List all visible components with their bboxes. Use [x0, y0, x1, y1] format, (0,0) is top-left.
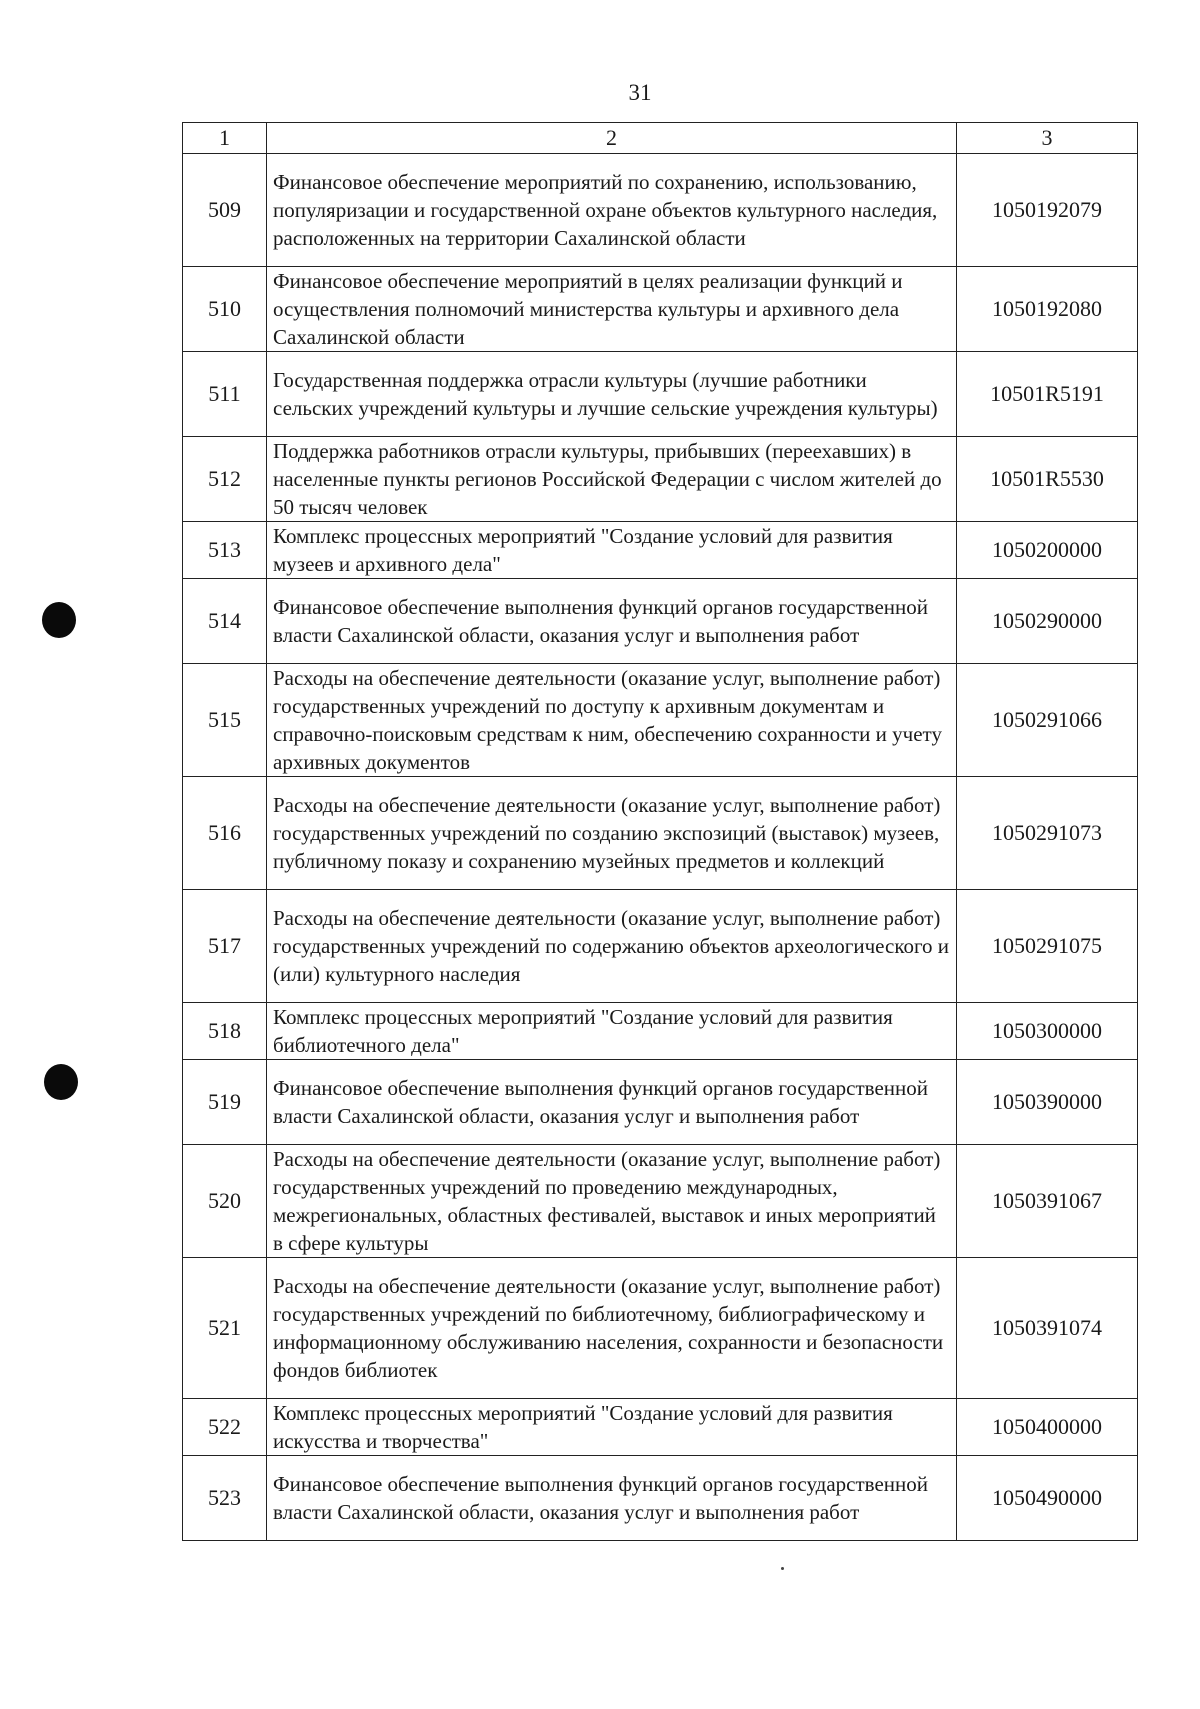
row-name: Финансовое обеспечение мероприятий по сохранению, использованию, популяризации и государственной охране объектов культурного наследия, расположенных на территории Сахалинской области — [267, 154, 957, 267]
row-number: 518 — [183, 1003, 267, 1060]
row-name: Финансовое обеспечение выполнения функций органов государственной власти Сахалинской области, оказания услуг и выполнения работ — [267, 1060, 957, 1145]
row-name: Расходы на обеспечение деятельности (оказание услуг, выполнение работ) государственных учреждений по созданию экспозиций (выставок) музеев, публичному показу и сохранению музейных предметов и коллекций — [267, 777, 957, 890]
row-number: 519 — [183, 1060, 267, 1145]
row-number: 522 — [183, 1399, 267, 1456]
row-number: 510 — [183, 267, 267, 352]
table-row — [183, 437, 1138, 522]
row-number: 512 — [183, 437, 267, 522]
table-row — [183, 154, 1138, 267]
row-code: 1050390000 — [957, 1060, 1138, 1145]
table-row — [183, 1145, 1138, 1258]
scan-speck — [781, 1567, 784, 1570]
row-name: Поддержка работников отрасли культуры, прибывших (переехавших) в населенные пункты регионов Российской Федерации с числом жителей до 50 тысяч человек — [267, 437, 957, 522]
table-row — [183, 579, 1138, 664]
row-name: Комплекс процессных мероприятий "Создание условий для развития музеев и архивного дела" — [267, 522, 957, 579]
row-code: 1050291066 — [957, 664, 1138, 777]
header-col-1: 1 — [183, 123, 267, 154]
row-code: 1050391067 — [957, 1145, 1138, 1258]
table-row — [183, 1258, 1138, 1399]
row-number: 514 — [183, 579, 267, 664]
row-name: Расходы на обеспечение деятельности (оказание услуг, выполнение работ) государственных учреждений по проведению международных, межрегиональных, областных фестивалей, выставок и иных мероприятий в сфере культуры — [267, 1145, 957, 1258]
table-row — [183, 267, 1138, 352]
table-row — [183, 890, 1138, 1003]
row-name: Финансовое обеспечение выполнения функций органов государственной власти Сахалинской области, оказания услуг и выполнения работ — [267, 579, 957, 664]
row-code: 1050291073 — [957, 777, 1138, 890]
row-code: 1050490000 — [957, 1456, 1138, 1541]
row-number: 511 — [183, 352, 267, 437]
header-col-2: 2 — [267, 123, 957, 154]
row-code: 1050400000 — [957, 1399, 1138, 1456]
table-row — [183, 522, 1138, 579]
row-code: 1050300000 — [957, 1003, 1138, 1060]
row-number: 515 — [183, 664, 267, 777]
table-row — [183, 777, 1138, 890]
row-name: Финансовое обеспечение выполнения функций органов государственной власти Сахалинской области, оказания услуг и выполнения работ — [267, 1456, 957, 1541]
row-number: 520 — [183, 1145, 267, 1258]
row-name: Государственная поддержка отрасли культуры (лучшие работники сельских учреждений культуры и лучшие сельские учреждения культуры) — [267, 352, 957, 437]
row-number: 516 — [183, 777, 267, 890]
punch-hole — [44, 1064, 78, 1100]
row-code: 1050200000 — [957, 522, 1138, 579]
row-code: 10501R5191 — [957, 352, 1138, 437]
row-number: 513 — [183, 522, 267, 579]
row-name: Расходы на обеспечение деятельности (оказание услуг, выполнение работ) государственных учреждений по библиотечному, библиографическому и информационному обслуживанию населения, сохранности и безопасности фондов библиотек — [267, 1258, 957, 1399]
row-name: Комплекс процессных мероприятий "Создание условий для развития искусства и творчества" — [267, 1399, 957, 1456]
row-code: 1050192080 — [957, 267, 1138, 352]
row-number: 517 — [183, 890, 267, 1003]
row-code: 1050192079 — [957, 154, 1138, 267]
row-code: 10501R5530 — [957, 437, 1138, 522]
punch-hole — [42, 602, 76, 638]
table-row — [183, 352, 1138, 437]
header-col-3: 3 — [957, 123, 1138, 154]
budget-code-table — [182, 122, 1138, 1541]
row-code: 1050391074 — [957, 1258, 1138, 1399]
table-row — [183, 1456, 1138, 1541]
row-number: 523 — [183, 1456, 267, 1541]
row-number: 521 — [183, 1258, 267, 1399]
row-name: Расходы на обеспечение деятельности (оказание услуг, выполнение работ) государственных учреждений по содержанию объектов археологического и (или) культурного наследия — [267, 890, 957, 1003]
row-name: Финансовое обеспечение мероприятий в целях реализации функций и осуществления полномочий министерства культуры и архивного дела Сахалинской области — [267, 267, 957, 352]
table-row — [183, 664, 1138, 777]
row-code: 1050290000 — [957, 579, 1138, 664]
table-row — [183, 1399, 1138, 1456]
row-name: Расходы на обеспечение деятельности (оказание услуг, выполнение работ) государственных учреждений по доступу к архивным документам и справочно-поисковым средствам к ним, обеспечению сохранности и учету архивных документов — [267, 664, 957, 777]
page-number: 31 — [628, 80, 652, 105]
table-header-row — [183, 123, 1138, 154]
table-row — [183, 1003, 1138, 1060]
table-row — [183, 1060, 1138, 1145]
row-number: 509 — [183, 154, 267, 267]
row-name: Комплекс процессных мероприятий "Создание условий для развития библиотечного дела" — [267, 1003, 957, 1060]
row-code: 1050291075 — [957, 890, 1138, 1003]
